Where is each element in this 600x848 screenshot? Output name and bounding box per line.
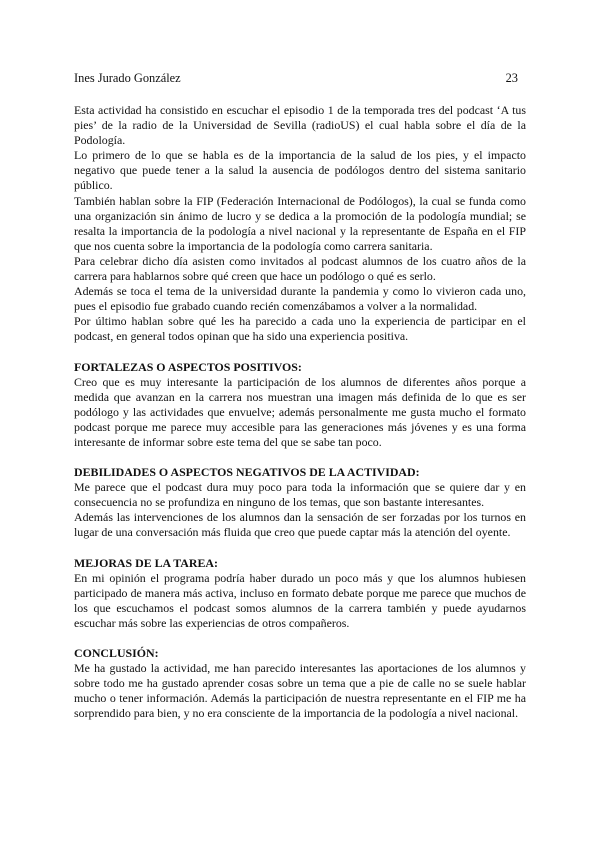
intro-paragraph: Lo primero de lo que se habla es de la importancia de la salud de los pies, y el impacto negativo que puede tener a la salud la ausencia de podólogos dentro del sistema sanitario público.: [74, 148, 526, 193]
section-heading-conclusion: CONCLUSIÓN:: [74, 646, 159, 660]
section-paragraph: Me parece que el podcast dura muy poco para toda la información que se quiere dar y en consecuencia no se profundiza en ninguno de los temas, que son bastante interesantes.: [74, 480, 526, 510]
section-paragraph: Creo que es muy interesante la participación de los alumnos de diferentes años porque a medida que avanzan en la carrera nos muestran una imagen más definida de lo que es ser podólogo y las actividades que envuelve; además personalmente me gusta mucho el formato podcast porque me parece muy accesible para las generaciones más jóvenes y es una forma interesante de informar sobre este tema del que se sabe tan poco.: [74, 374, 526, 449]
header-page-number: 23: [505, 71, 518, 85]
intro-paragraph: Para celebrar dicho día asisten como invitados al podcast alumnos de los cuatro años de la carrera para hablarnos sobre qué creen que hace un podólogo o qué es serlo.: [74, 253, 526, 284]
section-paragraph: Me ha gustado la actividad, me han parecido interesantes las aportaciones de los alumnos y sobre todo me ha gustado aprender cosas sobre un tema que a pie de calle no se suele hablar mucho o tener información. Además la participación de nuestra representante en el FIP me ha sorprendido para bien, y no era consciente de la importancia de la podología a nivel nacional.: [74, 661, 526, 721]
intro-paragraph: Además se toca el tema de la universidad durante la pandemia y como lo vivieron cada uno, pues el episodio fue grabado cuando recién comenzábamos a volver a la normalidad.: [74, 284, 526, 314]
intro-paragraph: Esta actividad ha consistido en escuchar el episodio 1 de la temporada tres del podcast ‘A tus pies’ de la radio de la Universidad de Sevilla (radioUS) el cual habla sobre el día de la Podología.: [74, 103, 526, 148]
intro-paragraph: Por último hablan sobre qué les ha parecido a cada uno la experiencia de participar en el podcast, en general todos opinan que ha sido una experiencia positiva.: [74, 314, 526, 344]
intro-paragraph: También hablan sobre la FIP (Federación Internacional de Podólogos), la cual se funda como una organización sin ánimo de lucro y se dedica a la promoción de la podología mundial; se resalta la importancia de la podología a nivel nacional y la representante de España en el FIP que nos cuenta sobre la importancia de la podología como carrera sanitaria.: [74, 193, 526, 253]
header-author: Ines Jurado González: [74, 71, 181, 85]
section-paragraph: Además las intervenciones de los alumnos dan la sensación de ser forzadas por los turnos en lugar de una conversación más fluida que creo que puede captar más la atención del oyente.: [74, 510, 526, 540]
section-paragraph: En mi opinión el programa podría haber durado un poco más y que los alumnos hubiesen participado de manera más activa, incluso en formato debate porque me parece que muchos de los que escuchamos el podcast somos alumnos de la carrera también y puede ayudarnos escuchar más sobre las experiencias de otros compañeros.: [74, 570, 526, 630]
document-body: [74, 103, 526, 721]
section-heading-improvements: MEJORAS DE LA TAREA:: [74, 555, 218, 570]
section-heading-strengths: FORTALEZAS O ASPECTOS POSITIVOS:: [74, 359, 302, 374]
section-heading-weaknesses: DEBILIDADES O ASPECTOS NEGATIVOS DE LA ACTIVIDAD:: [74, 465, 420, 480]
